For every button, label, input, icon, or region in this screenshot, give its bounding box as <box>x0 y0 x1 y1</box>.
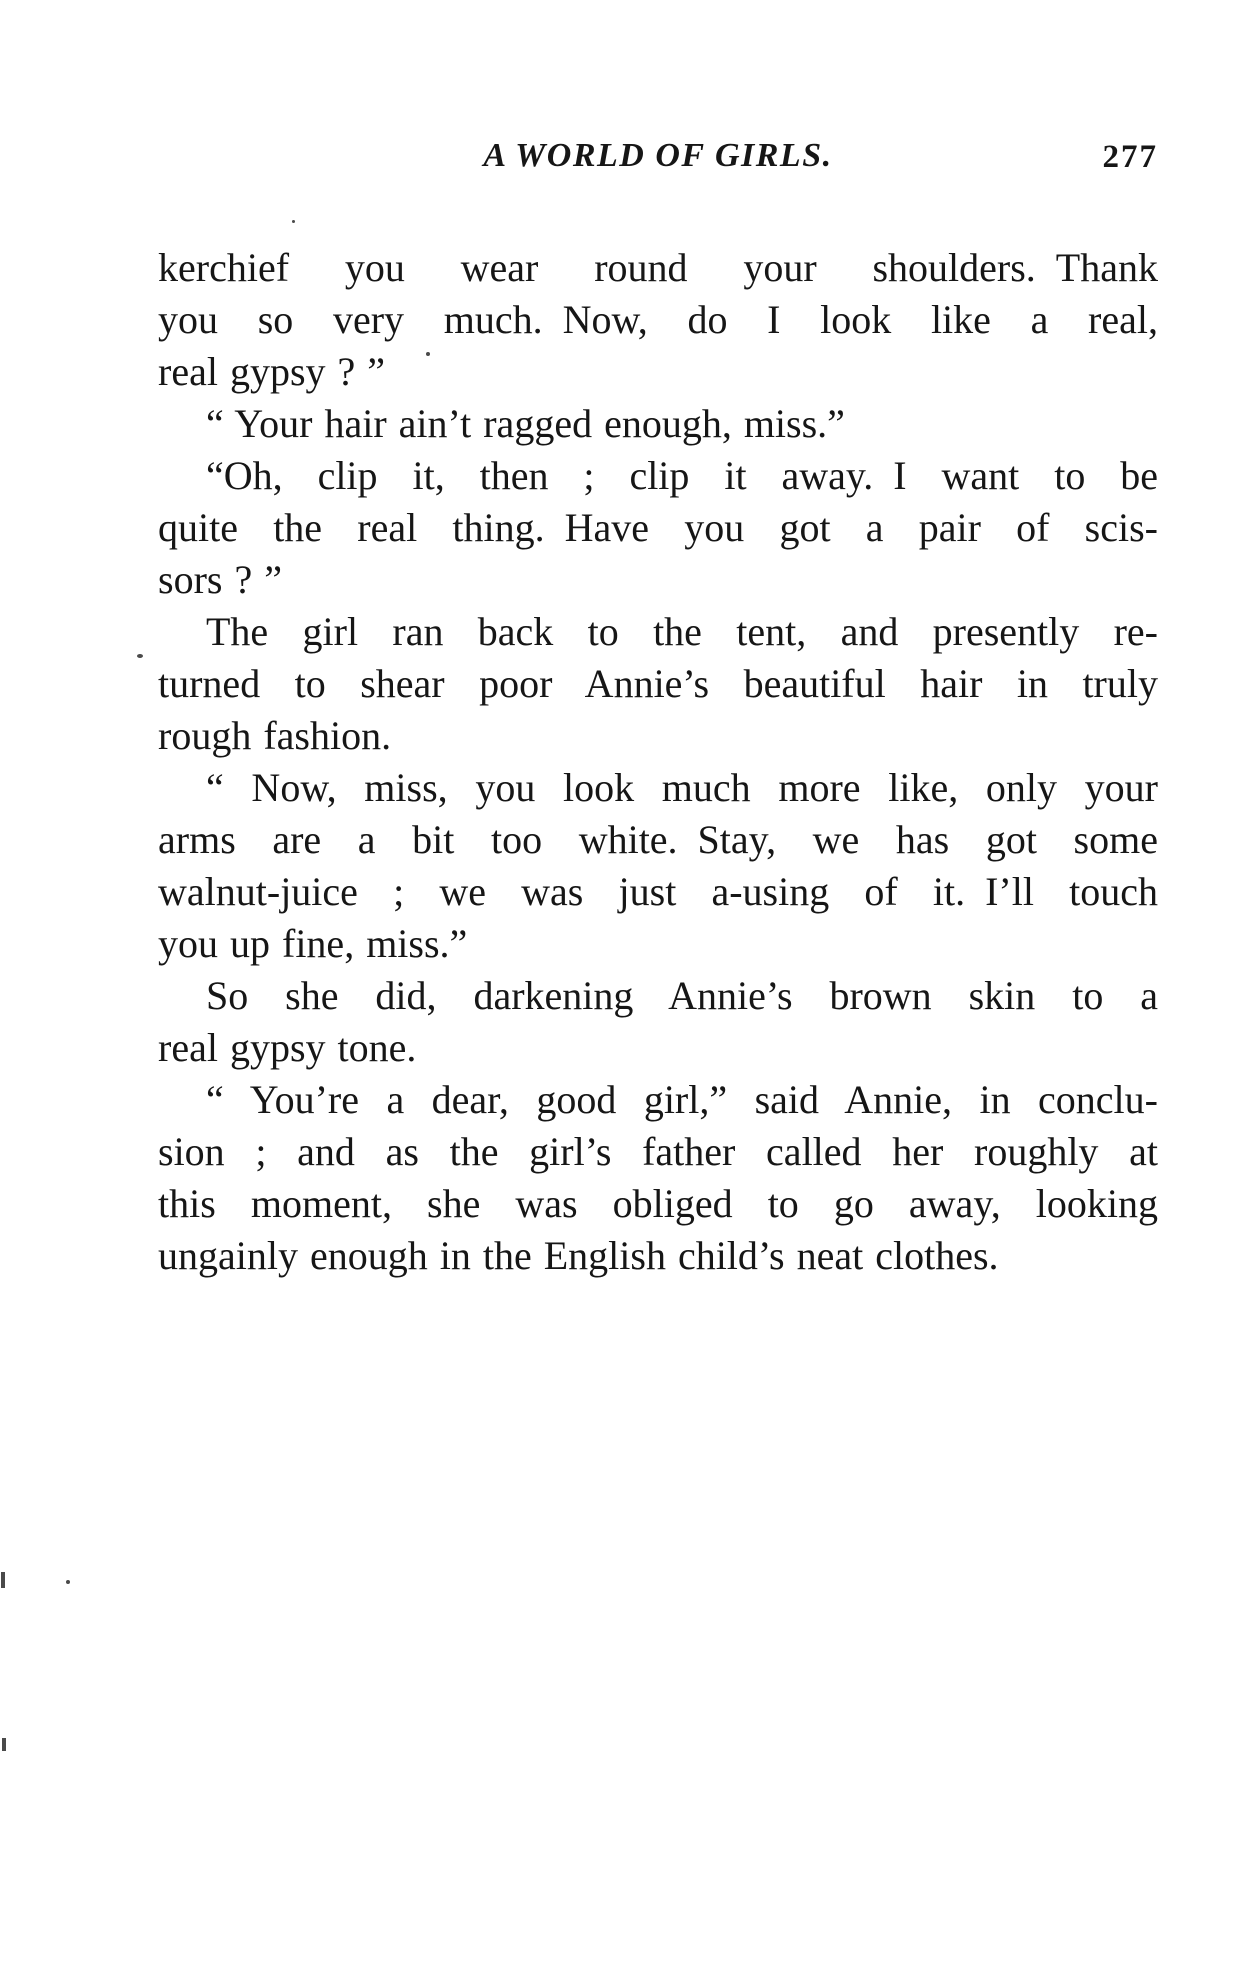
ink-speck <box>426 352 430 356</box>
text-line: sors ? ” <box>158 557 282 602</box>
text-line: So she did, darkening Annie’s brown skin to a <box>206 973 1158 1018</box>
running-header <box>158 136 1158 178</box>
ink-speck <box>292 220 295 223</box>
text-line: rough fashion. <box>158 713 392 758</box>
text-line: real gypsy ? ” <box>158 349 386 394</box>
ink-speck <box>1 1572 5 1588</box>
text-line: you so very much. Now, do I look like a real, <box>158 297 1158 342</box>
text-line: quite the real thing. Have you got a pair of scis- <box>158 505 1158 550</box>
ink-speck <box>2 1738 6 1751</box>
text-line: The girl ran back to the tent, and presently re- <box>206 609 1158 654</box>
text-line: this moment, she was obliged to go away, looking <box>158 1181 1158 1226</box>
text-line: arms are a bit too white. Stay, we has got some <box>158 817 1158 862</box>
page-header-title: A WORLD OF GIRLS. <box>483 137 833 174</box>
text-line: real gypsy tone. <box>158 1025 417 1070</box>
page-body <box>158 242 1158 1282</box>
text-line: walnut-juice ; we was just a-using of it. I’ll touch <box>158 869 1158 914</box>
text-line: kerchief you wear round your shoulders. Thank <box>158 245 1158 290</box>
text-line: “ Your hair ain’t ragged enough, miss.” <box>206 401 845 446</box>
text-line: “ Now, miss, you look much more like, only your <box>206 765 1158 810</box>
text-line: sion ; and as the girl’s father called her roughly at <box>158 1129 1158 1174</box>
text-line: “Oh, clip it, then ; clip it away. I want to be <box>206 453 1158 498</box>
text-line: you up fine, miss.” <box>158 921 468 966</box>
text-line: turned to shear poor Annie’s beautiful hair in truly <box>158 661 1158 706</box>
ink-speck <box>137 654 143 658</box>
page-number: 277 <box>1102 139 1158 175</box>
text-line: “ You’re a dear, good girl,” said Annie, in conclu- <box>206 1077 1158 1122</box>
ink-speck <box>66 1580 70 1584</box>
text-line: ungainly enough in the English child’s neat clothes. <box>158 1233 999 1278</box>
